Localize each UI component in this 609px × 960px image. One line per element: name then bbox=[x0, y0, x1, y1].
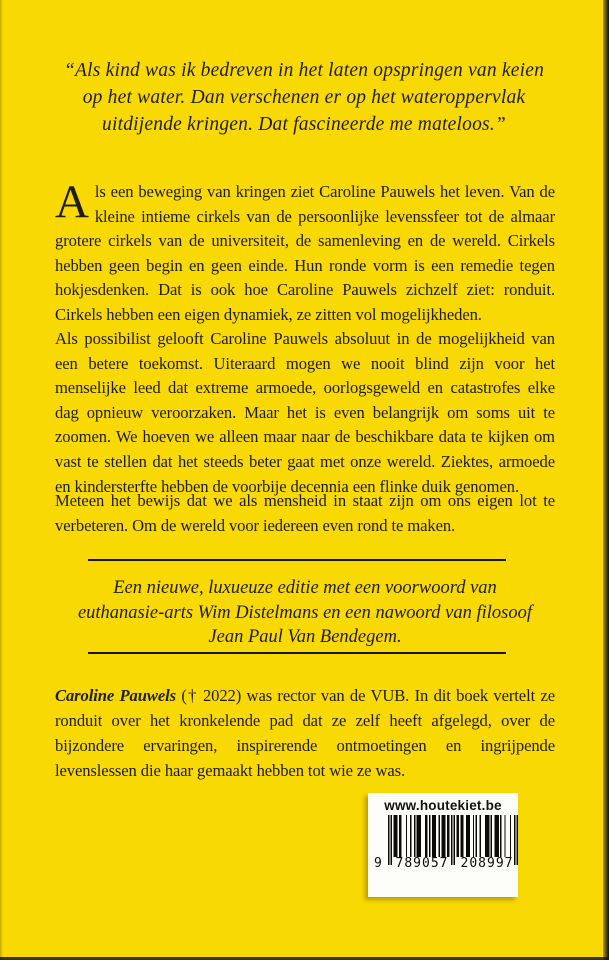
author-bio bbox=[55, 683, 555, 783]
cover-quote-line: op het water. Dan verschenen er op het wateroppervlak bbox=[82, 87, 526, 108]
edition-notice-line: euthanasie-arts Wim Distelmans en een nawoord van filosoof bbox=[77, 602, 533, 623]
blurb-paragraph-3: Meteen het bewijs dat we als mensheid in staat zijn om ons eigen lot te verbeteren. Om de wereld voor iedereen even rond te maken. bbox=[55, 491, 555, 535]
divider-rule-top bbox=[88, 559, 506, 561]
blurb-paragraph-1-text: ls een beweging van kringen ziet Caroline Pauwels het leven. Van de kleine intieme cirkels van de persoonlijke levenssfeer tot de almaar grotere cirkels van de universiteit, de samenleving en de wereld. Cirkels hebben geen begin en geen einde. Hun ronde vorm is een remedie tegen hokjesdenken. Dat is ook hoe Caroline Pauwels zichzelf ziet: ronduit. Cirkels hebben een eigen dynamiek, ze zitten vol mogelijkheden. bbox=[55, 182, 555, 324]
cover-quote-line: “Als kind was ik bedreven in het laten opspringen van keien bbox=[63, 60, 545, 81]
ean-barcode-area bbox=[374, 815, 512, 891]
photo-edge-left bbox=[0, 0, 3, 960]
barcode-digit-group: 208997 bbox=[460, 856, 514, 871]
edition-notice bbox=[55, 576, 555, 650]
edition-notice-line: Een nieuwe, luxueuze editie met een voorwoord van bbox=[113, 578, 497, 598]
edition-notice-line: Jean Paul Van Bendegem. bbox=[208, 627, 402, 647]
barcode-digit-group: 789057 bbox=[395, 856, 449, 871]
barcode-digit-group: 9 bbox=[374, 856, 382, 871]
blurb-paragraph-2: Als possibilist gelooft Caroline Pauwels absoluut in de mogelijkheid van een betere toekomst. Uiteraard mogen we nooit blind zijn voor het menselijke leed dat extreme armoede, oorlogsgeweld en catastrofes elke dag opnieuw veroorzaken. Maar het is even belangrijk om soms uit te zoomen. We hoeven we alleen maar naar de beschikbare data te kijken om vast te stellen dat het steeds beter gaat met onze wereld. Ziektes, armoede en kindersterfte hebben de voorbije decennia een flinke duik genomen. bbox=[55, 329, 555, 496]
cover-quote-line: uitdijende kringen. Dat fascineerde me mateloos.” bbox=[102, 114, 506, 135]
photo-edge-right bbox=[603, 0, 609, 960]
dropcap-a: A bbox=[55, 176, 89, 228]
blurb-paragraph-1 bbox=[55, 176, 555, 328]
publisher-website: www.houtekiet.be bbox=[384, 798, 502, 813]
cover-quote bbox=[44, 57, 564, 138]
barcode-sticker bbox=[368, 793, 518, 897]
author-name: Caroline Pauwels bbox=[55, 686, 176, 705]
divider-rule-bottom bbox=[88, 652, 506, 654]
author-bio-text: († 2022) was rector van de VUB. In dit boek vertelt ze ronduit over het kronkelende pad dat ze zelf heeft afgelegd, over de bijzondere ervaringen, inspirerende ontmoetingen en ingrijpende levenslessen die haar gemaakt hebben tot wie ze was. bbox=[55, 686, 555, 780]
